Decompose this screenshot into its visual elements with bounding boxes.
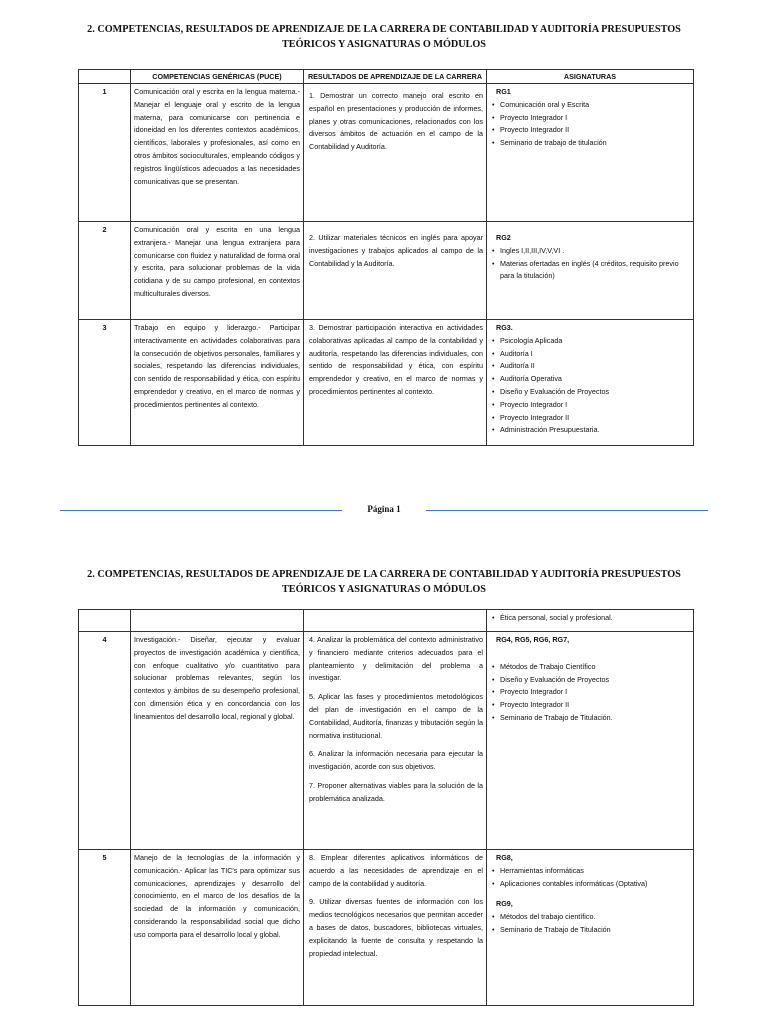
list-item: • Auditoría I	[492, 348, 690, 361]
table-row	[79, 850, 694, 1006]
asignaturas-list	[490, 245, 690, 283]
section-title-page2	[60, 567, 708, 597]
list-item: • Herramientas informáticas	[492, 865, 690, 878]
table-row	[79, 632, 694, 850]
row-number: 2	[79, 222, 131, 320]
competencias-table-page2	[78, 609, 694, 1006]
list-item: • Seminario de Trabajo de Titulación	[492, 924, 690, 937]
header-number-cell	[79, 70, 131, 84]
resultado-item: 9. Utilizar diversas fuentes de información con los medios tecnológicos necesarios que permitan acceder a bases de datos, buscadores, bibliotecas virtuales, explicitando la fuente de consulta y respetando la propiedad intelectual.	[309, 897, 483, 958]
competencia-text: Comunicación oral y escrita en una lengua extranjera.- Manejar una lengua extranjera para comunicarse con fluidez y naturalidad de forma oral y escrita, para solucionar problemas de la vida cotidiana y de su campo profesional, en contextos multiculturales diversos.	[131, 222, 304, 320]
rg-code: RG8,	[496, 853, 513, 862]
list-item: • Proyecto Integrador II	[492, 412, 690, 425]
resultados-cell	[304, 850, 487, 1006]
table-row	[79, 222, 694, 320]
resultados-cell	[304, 320, 487, 446]
resultado-item: 7. Proponer alternativas viables para la solución de la problemática analizada.	[309, 780, 483, 803]
asignaturas-list	[490, 99, 690, 150]
asignaturas-cell	[487, 320, 694, 446]
resultados-empty	[304, 610, 487, 632]
asignaturas-list	[490, 335, 690, 437]
resultado-item: 1. Demostrar un correcto manejo oral escrito en español en presentaciones y producción de informes, planes y otras comunicaciones, relacionados con los diversos ámbitos de actuación en el campo de la Contabilidad y Auditoría.	[309, 91, 483, 152]
list-item: • Comunicación oral y Escrita	[492, 99, 690, 112]
resultado-item: 2. Utilizar materiales técnicos en inglés para apoyar investigaciones y trabajos aplicados al campo de la Contabilidad y la Auditoría.	[309, 233, 483, 268]
resultados-cell	[304, 222, 487, 320]
list-item: • Materias ofertadas en inglés (4 créditos, requisito previo para la titulación)	[492, 258, 690, 284]
asignaturas-list	[490, 865, 690, 891]
list-item: • Proyecto Integrador II	[492, 124, 690, 137]
list-item: • Seminario de trabajo de titulación	[492, 137, 690, 150]
list-item: • Proyecto Integrador I	[492, 112, 690, 125]
row-number: 1	[79, 84, 131, 222]
list-item: • Métodos de Trabajo Científico	[492, 661, 690, 674]
resultado-item: 6. Analizar la información necesaria para ejecutar la investigación, acorde con sus objetivos.	[309, 749, 483, 772]
list-item: • Proyecto Integrador I	[492, 686, 690, 699]
list-item: • Diseño y Evaluación de Proyectos	[492, 674, 690, 687]
competencias-table-page1	[78, 69, 694, 446]
asignaturas-cell	[487, 632, 694, 850]
list-item: • Aplicaciones contables informáticas (Optativa)	[492, 878, 690, 891]
list-item: • Métodos del trabajo científico.	[492, 911, 690, 924]
section-title-page1	[60, 22, 708, 52]
resultados-cell	[304, 84, 487, 222]
resultado-item: 5. Aplicar las fases y procedimientos metodológicos del plan de investigación en el campo de la Contabilidad, Auditoría, finanzas y tributación según la normativa institucional.	[309, 692, 483, 740]
rg-code: RG1	[496, 87, 511, 96]
section-title-line2: TEÓRICOS Y ASIGNATURAS O MÓDULOS	[282, 39, 486, 50]
table-row	[79, 320, 694, 446]
asignaturas-cell	[487, 850, 694, 1006]
competencia-text: Manejo de la tecnologías de la información y comunicación.- Aplicar las TIC's para optimizar sus comunicaciones, aprendizajes y desarrollo del conocimiento, en el marco de los desafíos de la sociedad de la información y comunicación, considerando la responsabilidad social que dicho uso comporta para el desarrollo local y global.	[131, 850, 304, 1006]
section-title-line1: 2. COMPETENCIAS, RESULTADOS DE APRENDIZAJE DE LA CARRERA DE CONTABILIDAD Y AUDITORÍA PRESUPUESTOS	[87, 569, 681, 580]
competencia-empty	[131, 610, 304, 632]
section-title-line2: TEÓRICOS Y ASIGNATURAS O MÓDULOS	[282, 584, 486, 595]
list-item: • Auditoría Operativa	[492, 373, 690, 386]
resultado-item: 3. Demostrar participación interactiva en actividades colaborativas aplicadas al campo de la contabilidad y auditoría, respetando las diferencias individuales, con sentido de responsabilidad y ética, con espíritu emprendedor y creativo, en el marco de normas y procedimientos pertinentes al contexto.	[309, 323, 483, 396]
list-item: • Auditoría II	[492, 360, 690, 373]
list-item: • Diseño y Evaluación de Proyectos	[492, 386, 690, 399]
list-item: • Ética personal, social y profesional.	[492, 612, 690, 625]
row-number-empty	[79, 610, 131, 632]
asignaturas-list	[490, 612, 690, 625]
list-item: • Psicología Aplicada	[492, 335, 690, 348]
competencia-text: Investigación.- Diseñar, ejecutar y evaluar proyectos de investigación académica y científica, con enfoque cualitativo y/o cuantitativo para solucionar problemas relevantes, según los contextos y ámbitos de su desempeño profesional, con dimensión ética y en concordancia con los lineamientos del desarrollo local, regional y global.	[131, 632, 304, 850]
header-resultados: RESULTADOS DE APRENDIZAJE DE LA CARRERA	[304, 70, 487, 84]
rg-code: RG3.	[496, 323, 513, 332]
header-competencias: COMPETENCIAS GENÉRICAS (PUCE)	[131, 70, 304, 84]
table-row	[79, 84, 694, 222]
page-number: Página 1	[367, 504, 401, 514]
competencia-text: Comunicación oral y escrita en la lengua materna.- Manejar el lenguaje oral y escrito de la lengua materna, para comunicarse con pertinencia e idoneidad en los diferentes contextos académicos, científicos, laborales y profesionales, así como en otros ámbitos socioculturales, empleando códigos y registros lingüísticos adecuados a las necesidades comunicativas que se presentan.	[131, 84, 304, 222]
asignaturas-cell	[487, 222, 694, 320]
section-title-line1: 2. COMPETENCIAS, RESULTADOS DE APRENDIZAJE DE LA CARRERA DE CONTABILIDAD Y AUDITORÍA PRESUPUESTOS	[87, 24, 681, 35]
rg-code: RG4, RG5, RG6, RG7,	[496, 635, 570, 644]
row-number: 5	[79, 850, 131, 1006]
asignaturas-cell	[487, 610, 694, 632]
resultado-item: 4. Analizar la problemática del contexto administrativo y financiero mediante criterios adecuados para el planteamiento y delimitación del problema a investigar.	[309, 635, 483, 683]
table-header-row	[79, 70, 694, 84]
header-asignaturas: ASIGNATURAS	[487, 70, 694, 84]
list-item: • Ingles I,II,III,IV,V,VI .	[492, 245, 690, 258]
asignaturas-list	[490, 661, 690, 725]
rg-code: RG2	[496, 233, 511, 242]
resultados-cell	[304, 632, 487, 850]
list-item: • Proyecto Integrador I	[492, 399, 690, 412]
competencia-text: Trabajo en equipo y liderazgo.- Participar interactivamente en actividades colaborativas para la consecución de objetivos personales, familiares y sociales, respetando las diferencias individuales, con sentido de responsabilidad y ética, con espíritu emprendedor y creativo, en el marco de normas y procedimientos pertinentes al contexto.	[131, 320, 304, 446]
list-item: • Proyecto Integrador II	[492, 699, 690, 712]
row-number: 4	[79, 632, 131, 850]
resultado-item: 8. Emplear diferentes aplicativos informáticos de acuerdo a las necesidades de aprendizaje en el campo de la contabilidad y auditoría.	[309, 853, 483, 888]
asignaturas-list	[490, 911, 690, 937]
row-number: 3	[79, 320, 131, 446]
list-item: • Seminario de Trabajo de Titulación.	[492, 712, 690, 725]
table-row-continued	[79, 610, 694, 632]
asignaturas-cell	[487, 84, 694, 222]
rg-code: RG9,	[496, 899, 513, 909]
list-item: • Administración Presupuestaria.	[492, 424, 690, 437]
